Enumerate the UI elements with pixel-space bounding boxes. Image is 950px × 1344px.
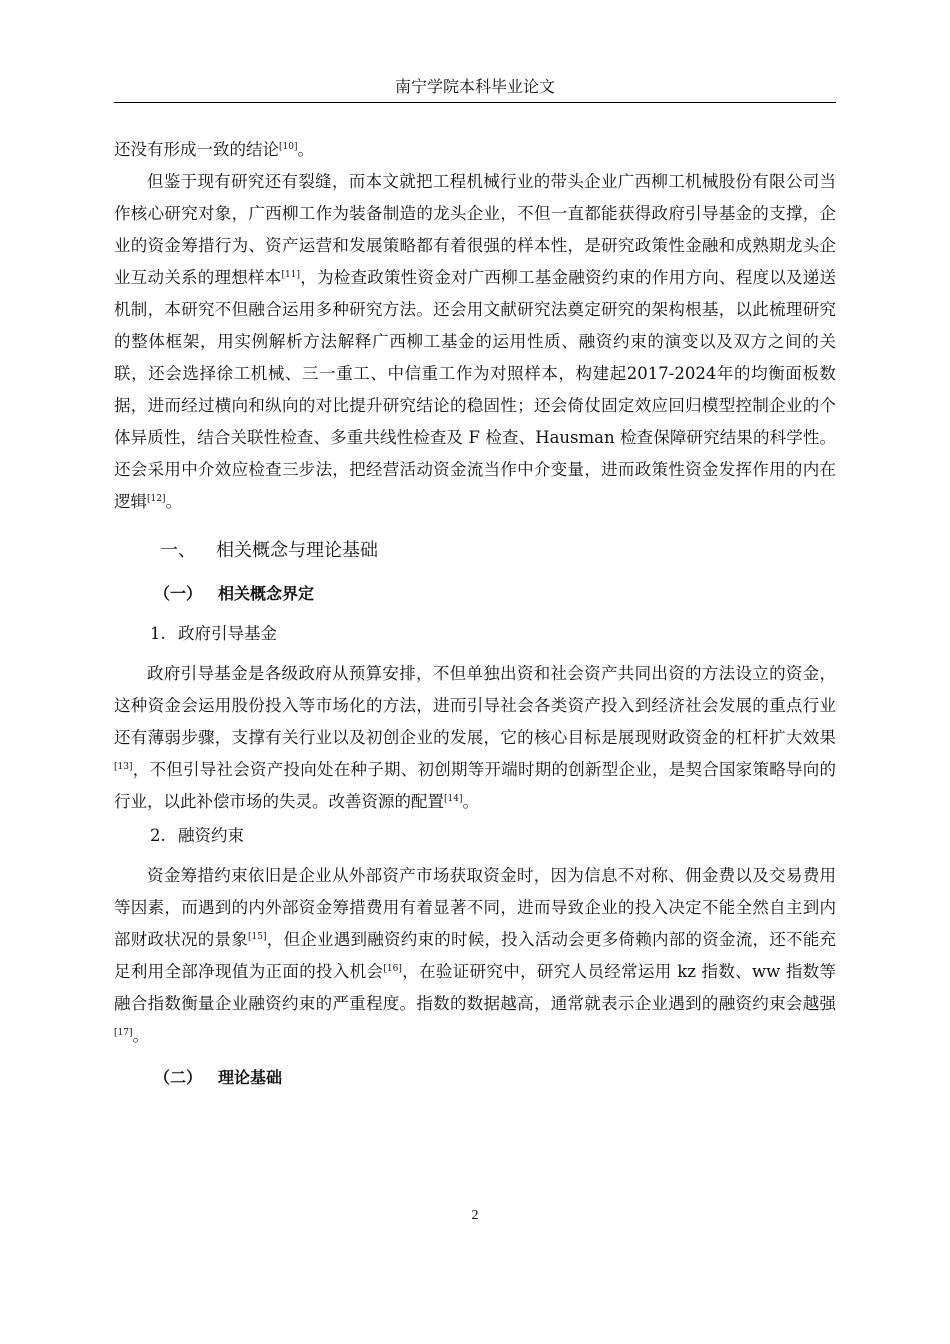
subsection-heading — [114, 1060, 836, 1096]
citation-ref: [16] — [383, 964, 402, 974]
paragraph-text: ，为检查政策性资金对广西柳工基金融资约束的作用方向、程度以及递送机制，本研究不但融合运用多种研究方法。还会用文献研究法奠定研究的架构根基，以此梳理研究的整体框架，用实例解析方法解释广西柳工基金的运用性质、融资约束的演变以及双方之间的关联，还会选择徐工机械、三一重工、中信重工作为对照样本，构建起2017-2024年的均衡面板数据，进而经过横向和纵向的对比提升研究结论的稳固性；还会倚仗固定效应回归模型控制企业的个体异质性，结合关联性检查、多重共线性检查及 F 检查、Hausman 检查保障研究结果的科学性。还会采用中介效应检查三步法，把经营活动资金流当作中介变量，进而政策性资金发挥作用的内在逻辑 — [114, 268, 837, 511]
paragraph-text: 还没有形成一致的结论 — [114, 140, 279, 159]
citation-ref: [12] — [147, 494, 166, 504]
item-number: 1. — [150, 624, 166, 643]
paragraph — [114, 658, 836, 818]
item-number: 2. — [150, 826, 166, 845]
paragraph-text: 但鉴于现有研究还有裂缝，而本文就把工程机械行业的带头企业广西柳工机械股份有限公司当作核心研究对象，广西柳工作为装备制造的龙头企业，不但一直都能获得政府引导基金的支撑，企业的资金筹措行为、资产运营和发展策略都有着很强的样本性，是研究政策性金融和成熟期龙头企业互动关系的理想样本 — [114, 172, 836, 287]
subsection-title: 理论基础 — [218, 1068, 283, 1087]
paragraph-text: ，但企业遇到融资约束的时候，投入活动会更多倚赖内部的资金流，还不能充足利用全部净现值为正面的投入机会 — [114, 930, 837, 981]
citation-ref: [15] — [248, 932, 267, 942]
paragraph-end: 。 — [297, 140, 314, 159]
item-heading — [114, 616, 836, 652]
citation-ref: [10] — [279, 142, 298, 152]
paragraph-text: 资金筹措约束依旧是企业从外部资产市场获取资金时，因为信息不对称、佣金费以及交易费用等因素，而遇到的内外部资金筹措费用有着显著不同，进而导致企业的投入决定不能全然自主到内部财政状况的景象 — [114, 866, 836, 949]
section-number: 一、 — [160, 540, 196, 561]
item-title: 融资约束 — [178, 826, 244, 845]
citation-ref: [11] — [281, 270, 300, 280]
citation-ref: [14] — [444, 794, 463, 804]
page-number: 2 — [471, 1208, 479, 1223]
paragraph-text: ，不但引导社会资产投向处在种子期、初创期等开端时期的创新型企业，是契合国家策略导向的行业，以此补偿市场的失灵。改善资源的配置 — [114, 760, 836, 811]
item-title: 政府引导基金 — [178, 624, 277, 643]
subsection-heading — [114, 576, 836, 612]
subsection-number: （一） — [154, 584, 203, 603]
paragraph-text: 政府引导基金是各级政府从预算安排，不但单独出资和社会资产共同出资的方法设立的资金，这种资金会运用股份投入等市场化的方法，进而引导社会各类资产投入到经济社会发展的重点行业还有薄弱步骤，支撑有关行业以及初创企业的发展，它的核心目标是展现财政资金的杠杆扩大效果 — [114, 664, 836, 747]
paragraph — [114, 860, 836, 1052]
subsection-title: 相关概念界定 — [218, 584, 315, 603]
paragraph — [114, 134, 836, 166]
section-heading — [114, 532, 836, 570]
paragraph-end: 。 — [462, 792, 479, 811]
subsection-number: （二） — [154, 1068, 203, 1087]
citation-ref: [17] — [114, 1028, 133, 1038]
document-body — [114, 134, 836, 1100]
citation-ref: [13] — [114, 762, 133, 772]
paragraph-end: 。 — [165, 492, 182, 511]
paragraph-text: ，在验证研究中，研究人员经常运用 kz 指数、ww 指数等融合指数衡量企业融资约束的严重程度。指数的数据越高，通常就表示企业遇到的融资约束会越强 — [114, 962, 836, 1013]
section-title: 相关概念与理论基础 — [216, 540, 378, 561]
paragraph-end: 。 — [132, 1026, 149, 1045]
item-heading — [114, 818, 836, 854]
paragraph — [114, 166, 836, 518]
page-header: 南宁学院本科毕业论文 — [114, 72, 836, 103]
